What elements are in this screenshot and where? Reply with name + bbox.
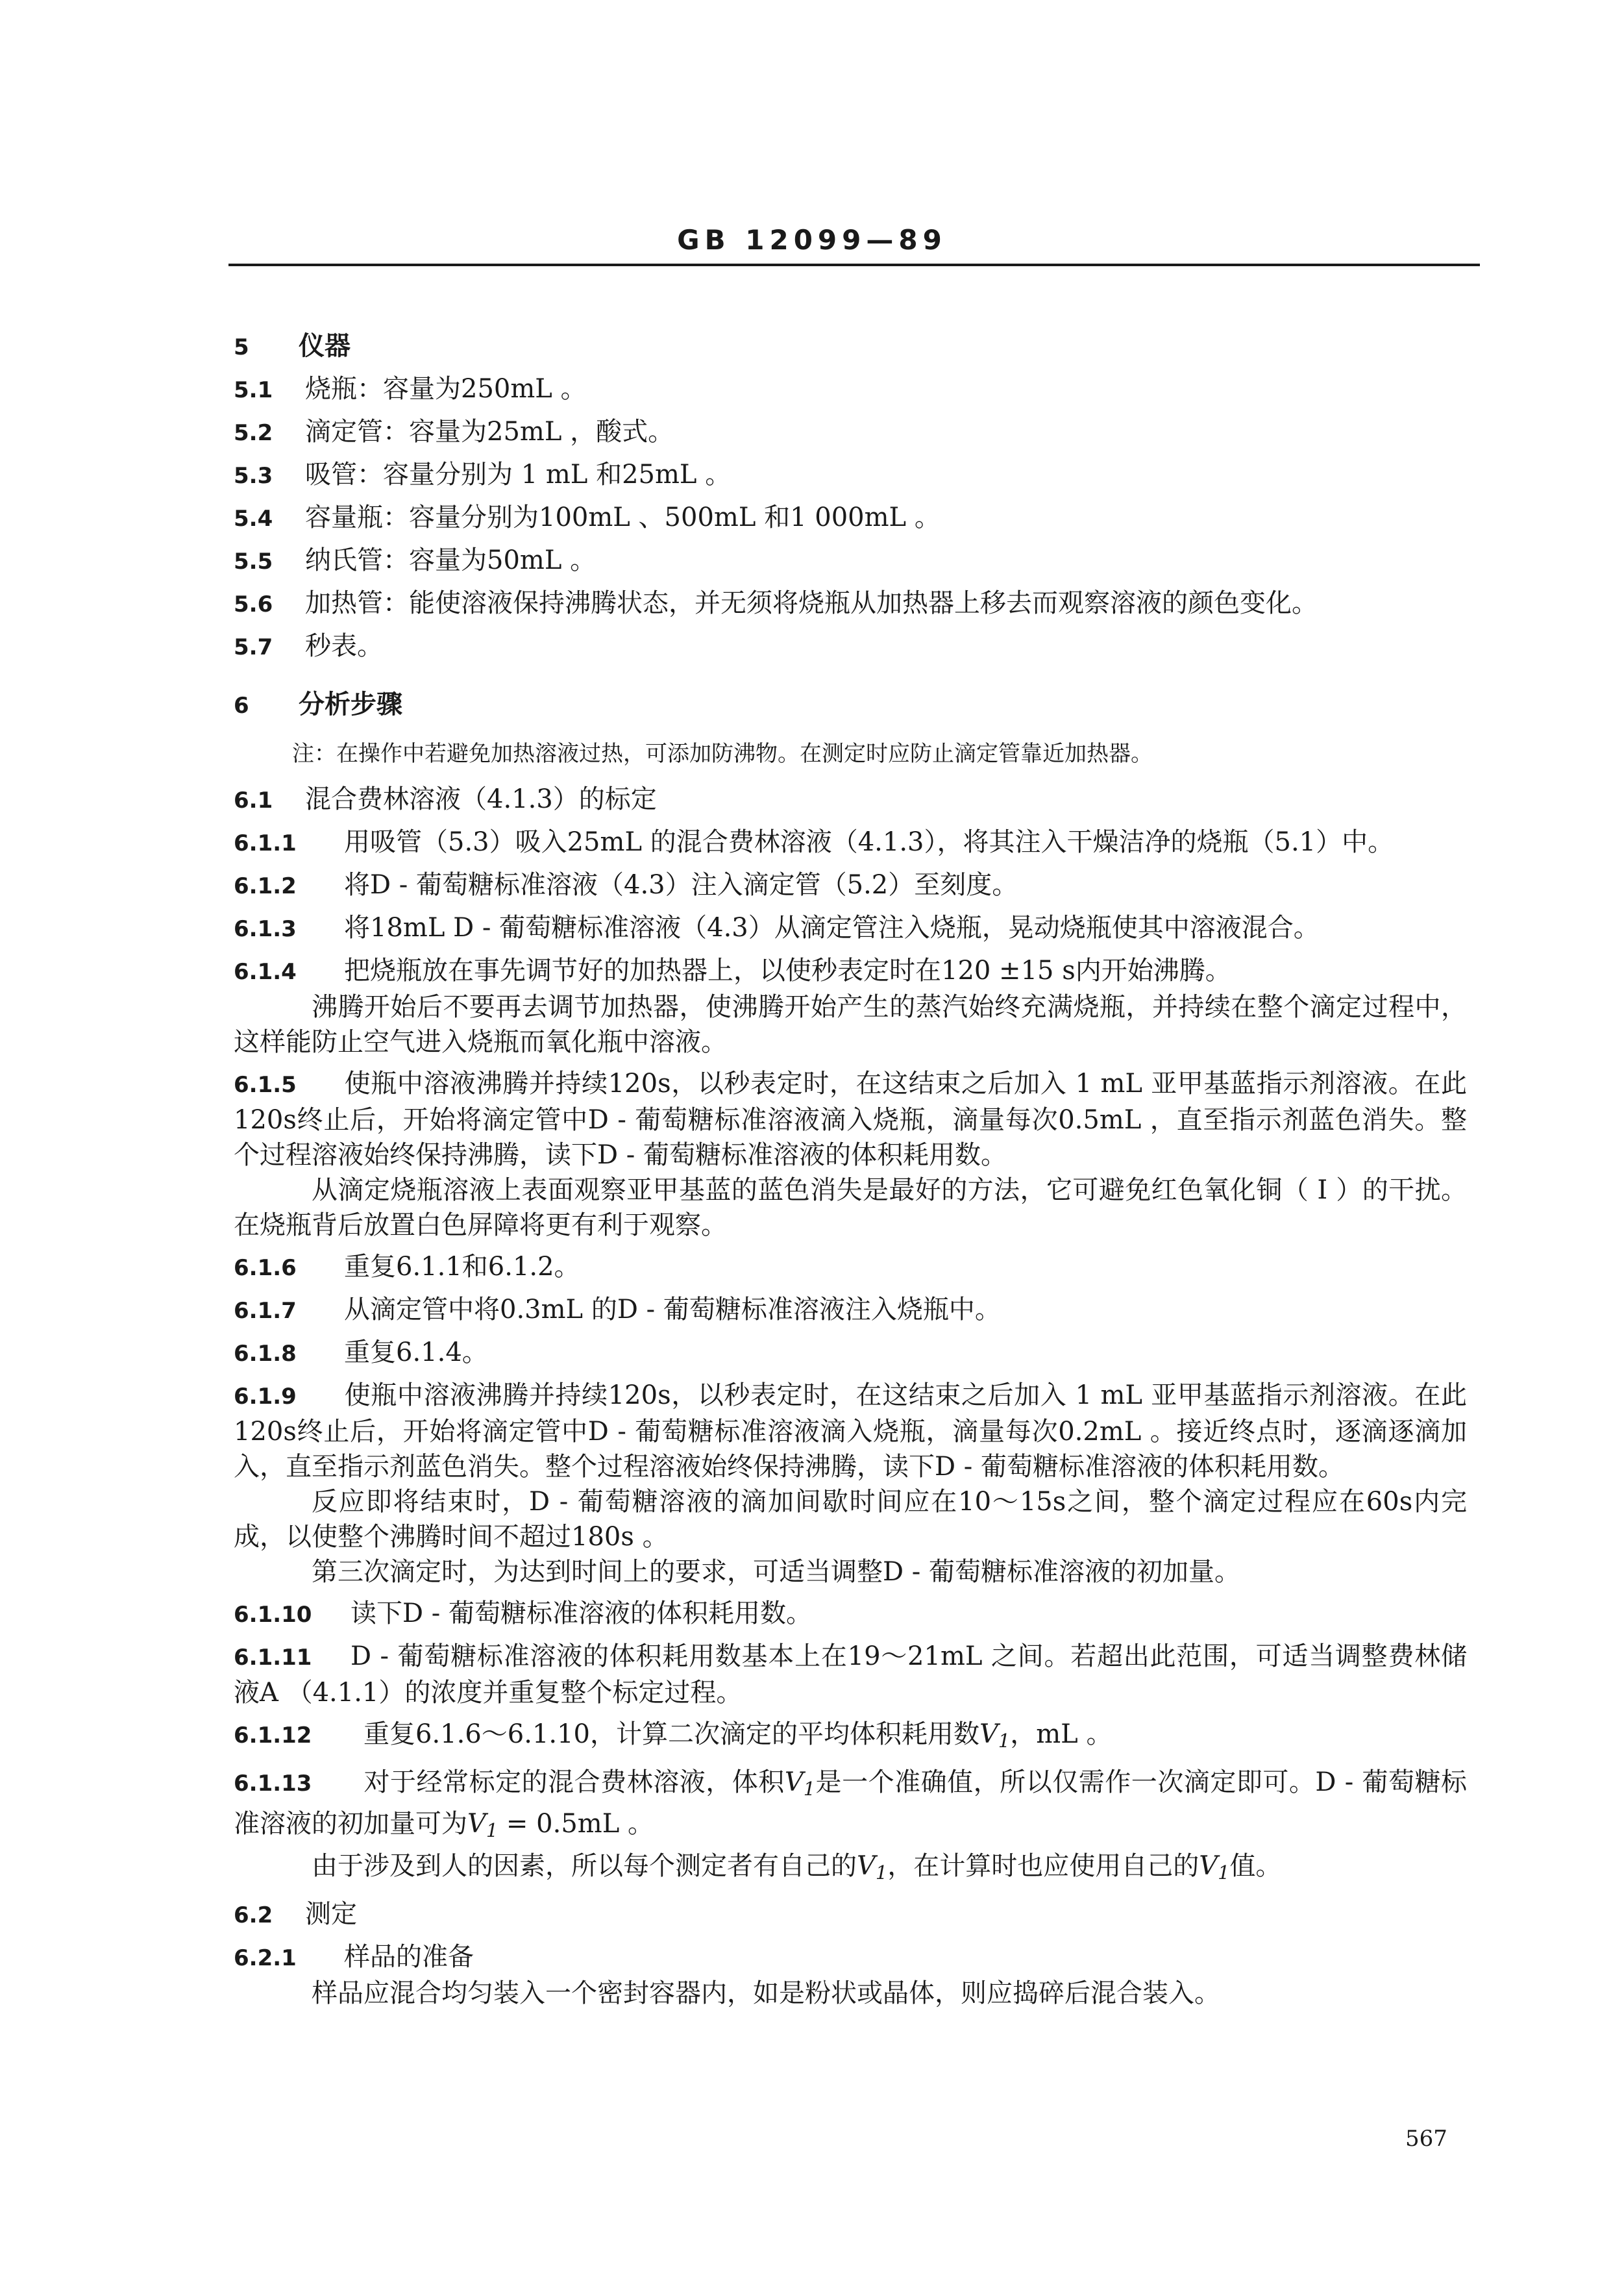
clause-number: 6.1.4 bbox=[234, 959, 297, 985]
section-number: 6 bbox=[234, 693, 249, 719]
clause-6-1-3 bbox=[234, 910, 1467, 947]
paragraph: 反应即将结束时，D - 葡萄糖溶液的滴加间歇时间应在10～15s之间，整个滴定过程应在60s内完成，以使整个沸腾时间不超过180s 。 bbox=[234, 1487, 1467, 1552]
clause-6-1 bbox=[234, 782, 1467, 818]
symbol-subscript: 1 bbox=[875, 1861, 888, 1884]
clause-5-2 bbox=[234, 414, 1467, 451]
section-6-heading bbox=[234, 687, 1467, 723]
clause-number: 6.1.6 bbox=[234, 1255, 297, 1281]
clause-number: 6.1.5 bbox=[234, 1072, 297, 1098]
paragraph: 沸腾开始后不要再去调节加热器，使沸腾开始产生的蒸汽始终充满烧瓶，并持续在整个滴定过程中，这样能防止空气进入烧瓶而氧化瓶中溶液。 bbox=[234, 992, 1467, 1057]
clause-text: 使瓶中溶液沸腾并持续120s，以秒表定时，在这结束之后加入 1 mL 亚甲基蓝指示剂溶液。在此120s终止后，开始将滴定管中D - 葡萄糖标准溶液滴入烧瓶，滴量每次0.5mL ，直至指示剂蓝色消失。整个过程溶液始终保持沸腾，读下D - 葡萄糖标准溶液的体积耗用数。 bbox=[234, 1069, 1467, 1170]
clause-text: 纳氏管：容量为50mL 。 bbox=[305, 545, 597, 575]
paragraph: 第三次滴定时，为达到时间上的要求，可适当调整D - 葡萄糖标准溶液的初加量。 bbox=[312, 1557, 1241, 1587]
paragraph: 样品应混合均匀装入一个密封容器内，如是粉状或晶体，则应捣碎后混合装入。 bbox=[312, 1978, 1220, 2008]
clause-number: 6.1.8 bbox=[234, 1341, 297, 1367]
page-number: 567 bbox=[1405, 2126, 1447, 2152]
symbol-v: V bbox=[979, 1719, 998, 1749]
clause-number: 6.2 bbox=[234, 1902, 273, 1928]
clause-6-1-5 bbox=[234, 1066, 1467, 1173]
symbol-subscript: 1 bbox=[486, 1819, 498, 1842]
clause-5-5 bbox=[234, 543, 1467, 579]
clause-6-1-4 bbox=[234, 953, 1467, 989]
clause-number: 6.1.9 bbox=[234, 1384, 297, 1410]
clause-number: 6.1.1 bbox=[234, 830, 297, 856]
note: 注：在操作中若避免加热溶液过热，可添加防沸物。在测定时应防止滴定管靠近加热器。 bbox=[292, 741, 1153, 767]
clause-5-6 bbox=[234, 586, 1467, 622]
paragraph: 从滴定烧瓶溶液上表面观察亚甲基蓝的蓝色消失是最好的方法，它可避免红色氧化铜（ I ）的干扰。在烧瓶背后放置白色屏障将更有利于观察。 bbox=[234, 1175, 1467, 1240]
clause-text: 是一个准确值，所以仅需作一次滴定即可。D - 葡萄糖标准溶液的初加量可为 bbox=[234, 1767, 1468, 1839]
clause-number: 6.1.10 bbox=[234, 1602, 312, 1628]
clause-number: 5.3 bbox=[234, 463, 273, 489]
paragraph bbox=[234, 1848, 1467, 1890]
clause-title: 混合费林溶液（4.1.3）的标定 bbox=[305, 784, 657, 814]
symbol-subscript: 1 bbox=[1218, 1861, 1230, 1884]
symbol-v: V bbox=[1199, 1850, 1218, 1881]
clause-text: 将D - 葡萄糖标准溶液（4.3）注入滴定管（5.2）至刻度。 bbox=[344, 870, 1018, 900]
clause-text: 用吸管（5.3）吸入25mL 的混合费林溶液（4.1.3），将其注入干燥洁净的烧瓶（5.1）中。 bbox=[344, 827, 1394, 857]
clause-5-7 bbox=[234, 629, 1467, 665]
clause-text: 重复6.1.6～6.1.10，计算二次滴定的平均体积耗用数 bbox=[363, 1719, 980, 1749]
clause-5-4 bbox=[234, 500, 1467, 536]
symbol-v: V bbox=[467, 1809, 486, 1839]
clause-number: 6.1.3 bbox=[234, 916, 297, 942]
clause-6-1-9 bbox=[234, 1378, 1467, 1484]
clause-6-1-10 bbox=[234, 1596, 1467, 1632]
clause-6-1-1 bbox=[234, 825, 1467, 861]
clause-text: 烧瓶：容量为250mL 。 bbox=[305, 374, 587, 404]
clause-number: 5.2 bbox=[234, 420, 273, 446]
clause-text: 滴定管：容量为25mL ，酸式。 bbox=[305, 417, 674, 447]
clause-text: ，mL 。 bbox=[1010, 1719, 1113, 1749]
clause-text: D - 葡萄糖标准溶液的体积耗用数基本上在19～21mL 之间。若超出此范围，可适当调整费林储液A （4.1.1）的浓度并重复整个标定过程。 bbox=[234, 1641, 1467, 1708]
clause-number: 5.7 bbox=[234, 634, 273, 660]
clause-text: 容量瓶：容量分别为100mL 、500mL 和1 000mL 。 bbox=[305, 503, 941, 532]
clause-text: 把烧瓶放在事先调节好的加热器上，以使秒表定时在120 ±15 s内开始沸腾。 bbox=[344, 956, 1231, 986]
clause-5-1 bbox=[234, 371, 1467, 408]
symbol-subscript: 1 bbox=[998, 1730, 1011, 1752]
header-rule bbox=[228, 264, 1480, 266]
clause-text: 重复6.1.4。 bbox=[344, 1338, 488, 1367]
clause-6-1-6 bbox=[234, 1249, 1467, 1286]
clause-text: 秒表。 bbox=[305, 631, 383, 661]
clause-number: 6.1.7 bbox=[234, 1298, 297, 1324]
clause-6-1-11 bbox=[234, 1639, 1467, 1710]
clause-5-3 bbox=[234, 457, 1467, 493]
clause-number: 6.2.1 bbox=[234, 1945, 297, 1971]
symbol-subscript: 1 bbox=[803, 1778, 816, 1800]
clause-number: 6.1.11 bbox=[234, 1645, 312, 1671]
clause-6-1-2 bbox=[234, 867, 1467, 904]
section-title: 分析步骤 bbox=[299, 689, 402, 719]
symbol-v: V bbox=[784, 1767, 804, 1798]
section-title: 仪器 bbox=[299, 330, 351, 361]
paragraph-text: 值。 bbox=[1229, 1850, 1282, 1881]
clause-text: 对于经常标定的混合费林溶液，体积 bbox=[363, 1767, 785, 1798]
clause-number: 5.4 bbox=[234, 506, 273, 532]
clause-text: 使瓶中溶液沸腾并持续120s，以秒表定时，在这结束之后加入 1 mL 亚甲基蓝指示剂溶液。在此120s终止后，开始将滴定管中D - 葡萄糖标准溶液滴入烧瓶，滴量每次0.2mL 。接近终点时，逐滴逐滴加入，直至指示剂蓝色消失。整个过程溶液始终保持沸腾，读下D - 葡萄糖标准溶液的体积耗用数。 bbox=[234, 1380, 1467, 1482]
document-body bbox=[234, 317, 1467, 2011]
clause-title: 样品的准备 bbox=[344, 1941, 474, 1972]
clause-number: 5.5 bbox=[234, 549, 273, 575]
clause-6-2-1 bbox=[234, 1939, 1467, 1976]
standard-code: GB 12099—89 bbox=[677, 224, 947, 256]
clause-6-1-12 bbox=[234, 1717, 1467, 1758]
clause-text: 读下D - 葡萄糖标准溶液的体积耗用数。 bbox=[351, 1599, 813, 1628]
clause-6-1-8 bbox=[234, 1335, 1467, 1371]
clause-6-1-13 bbox=[234, 1765, 1467, 1848]
clause-text: 将18mL D - 葡萄糖标准溶液（4.3）从滴定管注入烧瓶，晃动烧瓶使其中溶液混合。 bbox=[344, 913, 1320, 943]
symbol-v: V bbox=[857, 1850, 876, 1881]
clause-text: 从滴定管中将0.3mL 的D - 葡萄糖标准溶液注入烧瓶中。 bbox=[344, 1295, 1001, 1325]
clause-number: 6.1.2 bbox=[234, 873, 297, 899]
clause-text: 吸管：容量分别为 1 mL 和25mL 。 bbox=[305, 460, 732, 490]
clause-6-1-7 bbox=[234, 1292, 1467, 1328]
section-5-heading bbox=[234, 329, 1467, 365]
section-number: 5 bbox=[234, 334, 249, 360]
paragraph-text: ，在计算时也应使用自己的 bbox=[887, 1850, 1200, 1881]
clause-text: 重复6.1.1和6.1.2。 bbox=[344, 1252, 580, 1282]
clause-number: 6.1.13 bbox=[234, 1771, 312, 1797]
clause-number: 6.1.12 bbox=[234, 1723, 312, 1749]
clause-text: = 0.5mL 。 bbox=[498, 1809, 654, 1839]
clause-6-2 bbox=[234, 1897, 1467, 1933]
clause-number: 6.1 bbox=[234, 788, 273, 814]
clause-number: 5.1 bbox=[234, 377, 273, 403]
clause-title: 测定 bbox=[305, 1898, 357, 1929]
clause-number: 5.6 bbox=[234, 591, 273, 617]
paragraph-text: 由于涉及到人的因素，所以每个测定者有自己的 bbox=[312, 1850, 857, 1881]
clause-text: 加热管：能使溶液保持沸腾状态，并无须将烧瓶从加热器上移去而观察溶液的颜色变化。 bbox=[305, 588, 1318, 618]
